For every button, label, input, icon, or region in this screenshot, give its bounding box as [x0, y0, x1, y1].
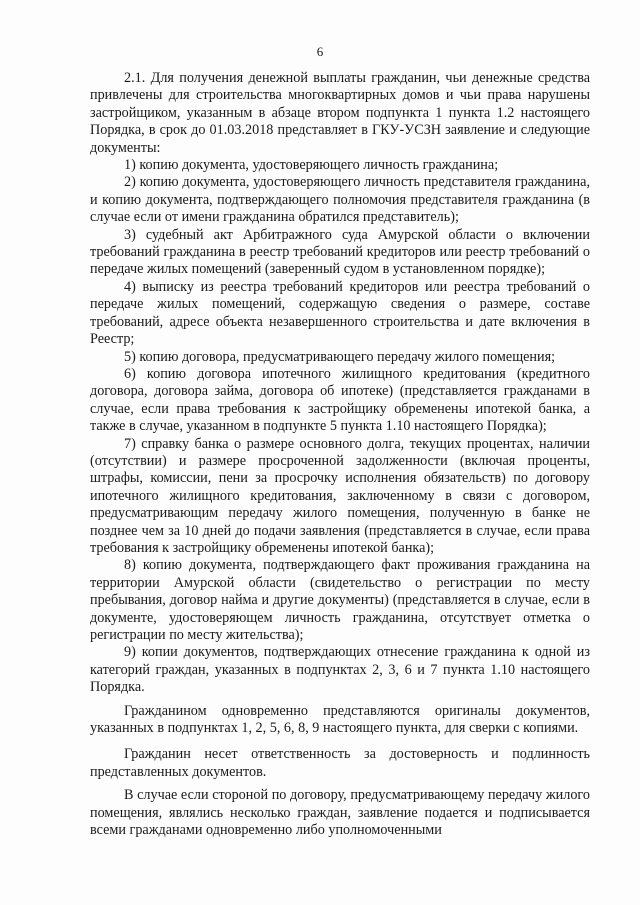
list-item-1: 1) копию документа, удостоверяющего личность гражданина;: [124, 157, 499, 174]
paragraph-responsibility: Гражданин несет ответственность за достоверность и подлинность представленных документов.: [90, 746, 590, 780]
list-item-6: 6) копию договора ипотечного жилищного кредитования (кредитного договора, договора займа, договора об ипотеке) (представляется гражданами в случае, если права требования к застройщику обременены ипотекой банка, а также в случае, указанном в подпункте 5 пункта 1.10 настоящего Порядка);: [90, 365, 590, 435]
page-number: 6: [316, 44, 324, 59]
document-body: [90, 70, 590, 839]
paragraph-multiple-citizens: В случае если стороной по договору, предусматривающему передачу жилого помещения, являлись несколько граждан, заявление подается и подписывается всеми гражданами одновременно либо уполномоченными: [90, 787, 590, 839]
paragraph-originals: Гражданином одновременно представляются оригиналы документов, указанных в подпунктах 1, 2, 5, 6, 8, 9 настоящего пункта, для сверки с копиями.: [90, 702, 590, 737]
list-item-8: 8) копию документа, подтверждающего факт проживания гражданина на территории Амурской области (свидетельство о регистрации по месту пребывания, договор найма и другие документы) (представляется в случае, если в документе, удостоверяющем личность гражданина, отсутствует отметка о регистрации по месту жительства);: [90, 557, 590, 643]
list-item-4: 4) выписку из реестра требований кредиторов или реестра требований о передаче жилых помещений, содержащую сведения о размере, составе требований, адресе объекта незавершенного строительства и дате включения в Реестр;: [90, 278, 590, 348]
list-item-3: 3) судебный акт Арбитражного суда Амурской области о включении требований гражданина в реестр требований кредиторов или реестр требований о передаче жилых помещений (заверенный судом в установленном порядке);: [90, 226, 590, 278]
list-item-9: 9) копии документов, подтверждающих отнесение гражданина к одной из категорий граждан, указанных в подпунктах 2, 3, 6 и 7 пункта 1.10 настоящего Порядка.: [90, 644, 590, 696]
list-item-7: 7) справку банка о размере основного долга, текущих процентах, наличии (отсутствии) и размере просроченной задолженности (включая проценты, штрафы, комиссии, пени за просрочку исполнения обязательств) по договору ипотечного жилищного кредитования, заключенному в связи с договором, предусматривающим передачу жилого помещения, полученную в банке не позднее чем за 10 дней до подачи заявления (представляется в случае, если права требования к застройщику обременены ипотекой банка);: [90, 435, 590, 556]
list-item-2: 2) копию документа, удостоверяющего личность представителя гражданина, и копию документа, подтверждающего полномочия представителя гражданина (в случае если от имени гражданина обратился представитель);: [90, 174, 590, 226]
paragraph-2-1: 2.1. Для получения денежной выплаты гражданин, чьи денежные средства привлечены для строительства многоквартирных домов и чьи права нарушены застройщиком, указанным в абзаце втором подпункта 1 пункта 1.2 настоящего Порядка, в срок до 01.03.2018 представляет в ГКУ-УСЗН заявление и следующие документы:: [90, 70, 590, 156]
list-item-5: 5) копию договора, предусматривающего передачу жилого помещения;: [124, 348, 556, 365]
